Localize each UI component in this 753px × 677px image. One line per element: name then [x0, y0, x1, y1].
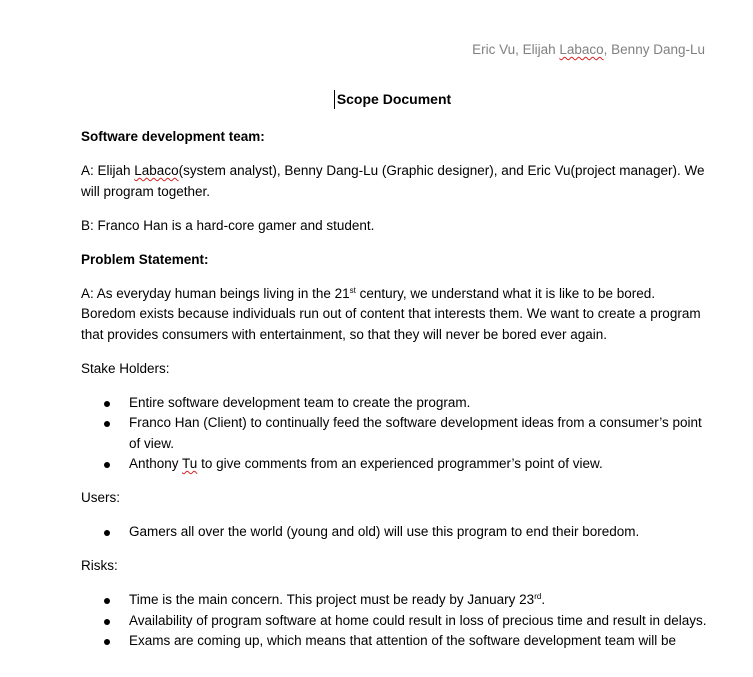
team-paragraph-a: [81, 161, 711, 202]
list-item: [81, 611, 711, 632]
text-cursor: [334, 90, 335, 109]
document-title-text: Scope Document: [336, 91, 452, 107]
risks-heading: Risks:: [81, 558, 118, 573]
problem-superscript: st: [349, 285, 356, 295]
stakeholders-item-3-end: to give comments from an experienced programmer’s point of view.: [197, 456, 603, 471]
risks-item-3: Exams are coming up, which means that attention of the software development team will be: [129, 633, 677, 648]
problem-text-end: century, we understand what it is like to be bored. Boredom exists because individuals run out of content that interests them. We want to create a program that provides consumers with entertainment, so that they will never be bored ever again.: [81, 285, 701, 342]
authors-text-start: Eric Vu, Elijah: [472, 42, 560, 57]
team-a-prefix: A: Elijah: [81, 163, 135, 178]
stakeholders-item-2: Franco Han (Client) to continually feed the software development ideas from a consumer’s point of view.: [129, 415, 702, 451]
document-body[interactable]: [81, 127, 711, 665]
risks-item-1-superscript: rd: [534, 592, 542, 601]
document-title[interactable]: [334, 91, 451, 107]
team-paragraph-b: B: Franco Han is a hard-core gamer and student.: [81, 217, 375, 233]
stakeholders-list: [81, 393, 711, 475]
authors-text-end: , Benny Dang-Lu: [603, 42, 705, 57]
users-heading: Users:: [81, 490, 121, 505]
stakeholders-item-3-start: Anthony: [129, 456, 183, 471]
bullet-icon: [104, 619, 110, 625]
header-authors: [472, 42, 705, 57]
bullet-icon: [104, 421, 110, 427]
list-item: [81, 393, 711, 414]
team-a-misspelled-word: Labaco: [134, 163, 179, 178]
list-item: [81, 631, 711, 652]
bullet-icon: [104, 401, 110, 407]
bullet-icon: [104, 530, 110, 536]
problem-heading: Problem Statement:: [81, 251, 209, 267]
list-item: [81, 590, 711, 611]
team-heading: Software development team:: [81, 129, 265, 144]
users-item-1: Gamers all over the world (young and old) will use this program to end their boredom.: [129, 524, 640, 539]
bullet-icon: [104, 462, 110, 468]
title-row: [0, 91, 753, 109]
list-item: [81, 454, 711, 475]
authors-misspelled-word: Labaco: [559, 42, 604, 57]
bullet-icon: [104, 598, 110, 604]
problem-text-start: A: As everyday human beings living in the 21: [81, 285, 350, 301]
users-list: [81, 522, 711, 543]
risks-item-1-end: .: [541, 592, 546, 607]
team-a-rest: (system analyst), Benny Dang-Lu (Graphic designer), and Eric Vu(project manager). We will program together.: [81, 163, 705, 199]
stakeholders-item-3-misspelled-word: Tu: [182, 456, 198, 471]
stakeholders-item-1: Entire software development team to create the program.: [129, 394, 471, 410]
problem-paragraph: [81, 284, 711, 346]
list-item: [81, 413, 711, 454]
list-item: [81, 522, 711, 543]
bullet-icon: [104, 639, 110, 645]
stakeholders-heading: Stake Holders:: [81, 360, 170, 376]
risks-item-2: Availability of program software at home could result in loss of precious time and result in delays.: [129, 612, 707, 628]
risks-list: [81, 590, 711, 652]
risks-item-1-start: Time is the main concern. This project must be ready by January 23: [129, 592, 535, 607]
